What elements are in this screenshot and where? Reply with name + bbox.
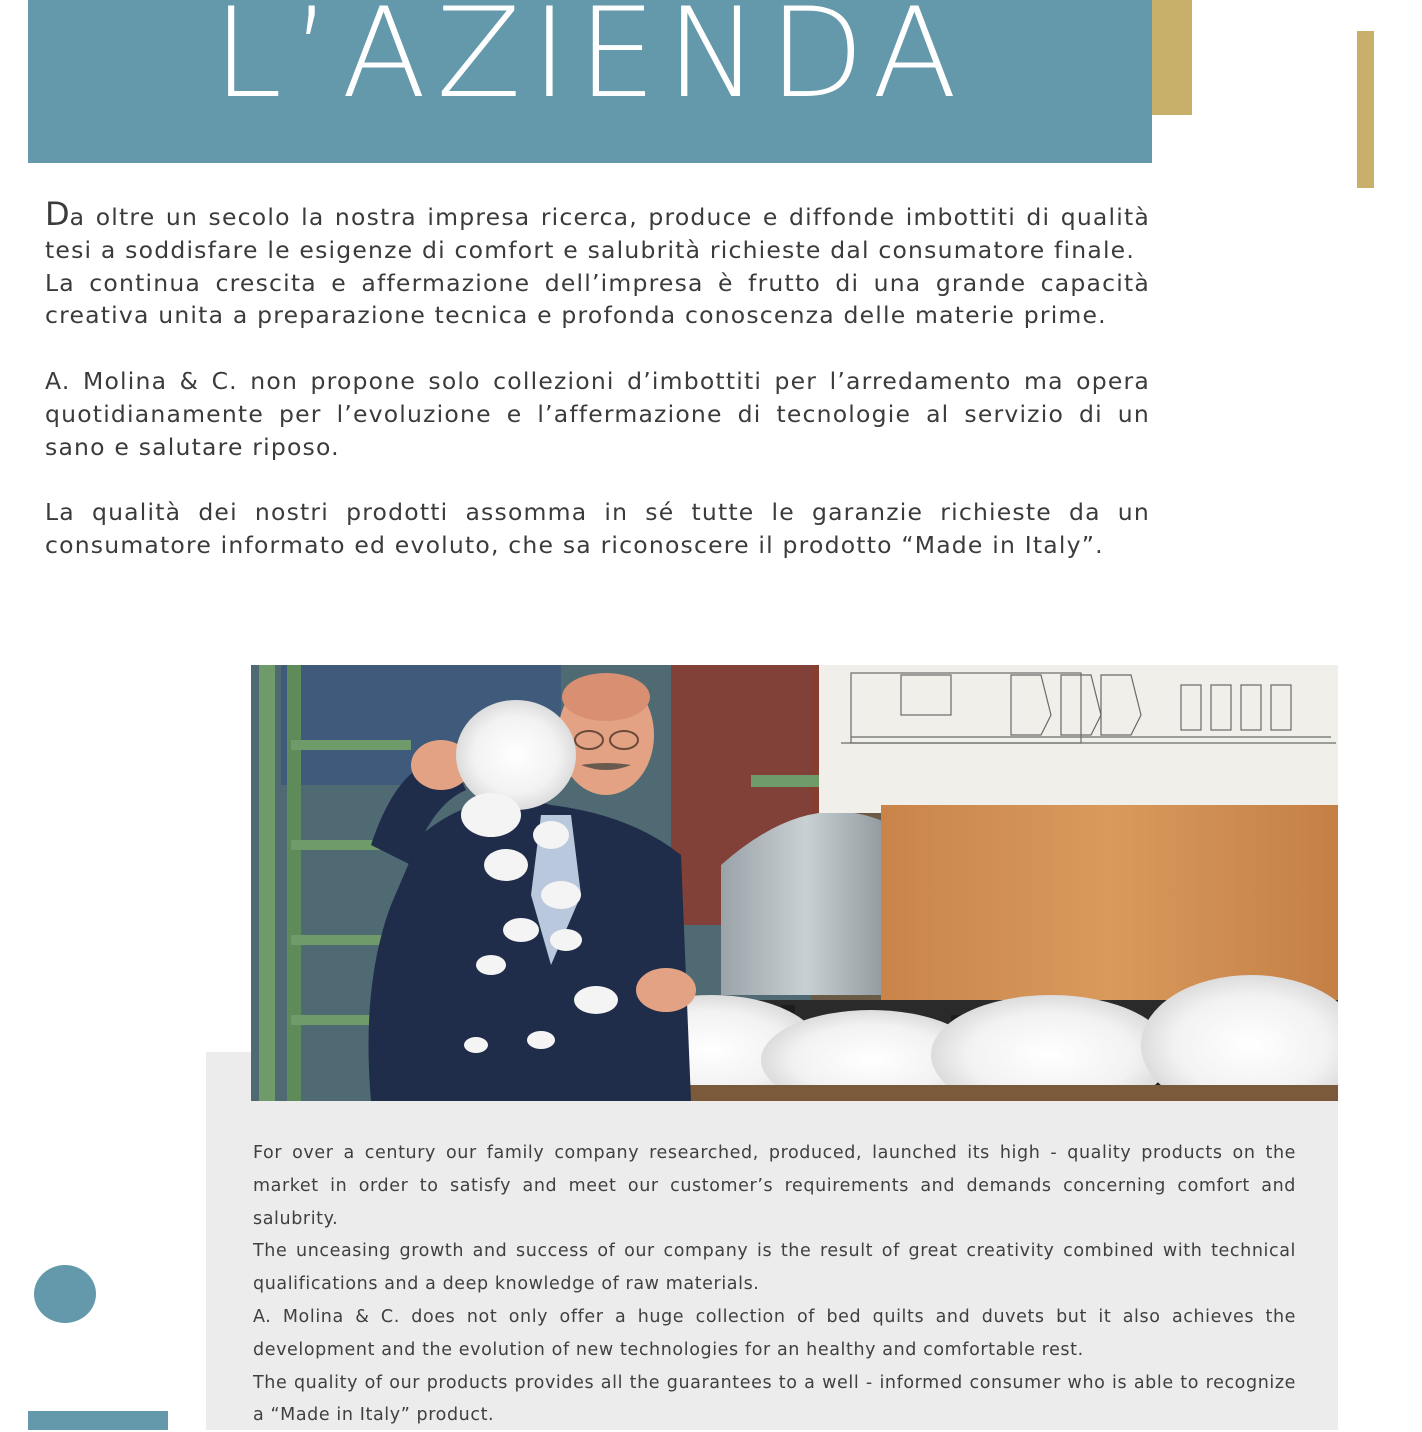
italian-paragraph-1 [45,195,1150,267]
factory-photo [251,665,1338,1101]
english-text-block [253,1137,1296,1432]
gold-accent-bar [1357,31,1374,188]
teal-bar-decoration [28,1411,168,1430]
english-paragraph-1: For over a century our family company researched, produced, launched its high - quality products on the market in order to satisfy and meet our customer’s requirements and demands concerning comfort and salubrity. [253,1143,1296,1229]
english-paragraph-4: The quality of our products provides all the guarantees to a well - informed consumer who is able to recognize a “Made in Italy” product. [253,1372,1296,1426]
english-paragraph-3: A. Molina & C. does not only offer a huge collection of bed quilts and duvets but it also achieves the development and the evolution of new technologies for an healthy and comfortable rest. [253,1306,1296,1360]
italian-paragraph-3: A. Molina & C. non propone solo collezioni d’imbottiti per l’arredamento ma opera quotidianamente per l’evoluzione e l’affermazione di tecnologie al servizio di un sano e salutare riposo. [45,366,1150,461]
italian-text-block [45,195,1150,562]
title-banner [28,0,1152,163]
italian-paragraph-2: La continua crescita e affermazione dell’impresa è frutto di una grande capacità creativa unita a preparazione tecnica e profonda conoscenza delle materie prime. [45,268,1150,330]
gold-accent-block [1150,0,1192,115]
english-paragraph-2: The unceasing growth and success of our company is the result of great creativity combined with technical qualifications and a deep knowledge of raw materials. [253,1241,1296,1295]
italian-paragraph-4: La qualità dei nostri prodotti assomma in sé tutte le garanzie richieste da un consumatore informato ed evoluto, che sa riconoscere il prodotto “Made in Italy”. [45,498,1150,559]
page-title: L’AZIENDA [212,0,968,126]
italian-paragraph-1-text: a oltre un secolo la nostra impresa ricerca, produce e diffonde imbottiti di qualità tesi a soddisfare le esigenze di comfort e salubrità richieste dal consumatore finale. [45,203,1150,264]
drop-cap: D [45,195,70,233]
teal-circle-decoration [34,1265,96,1323]
